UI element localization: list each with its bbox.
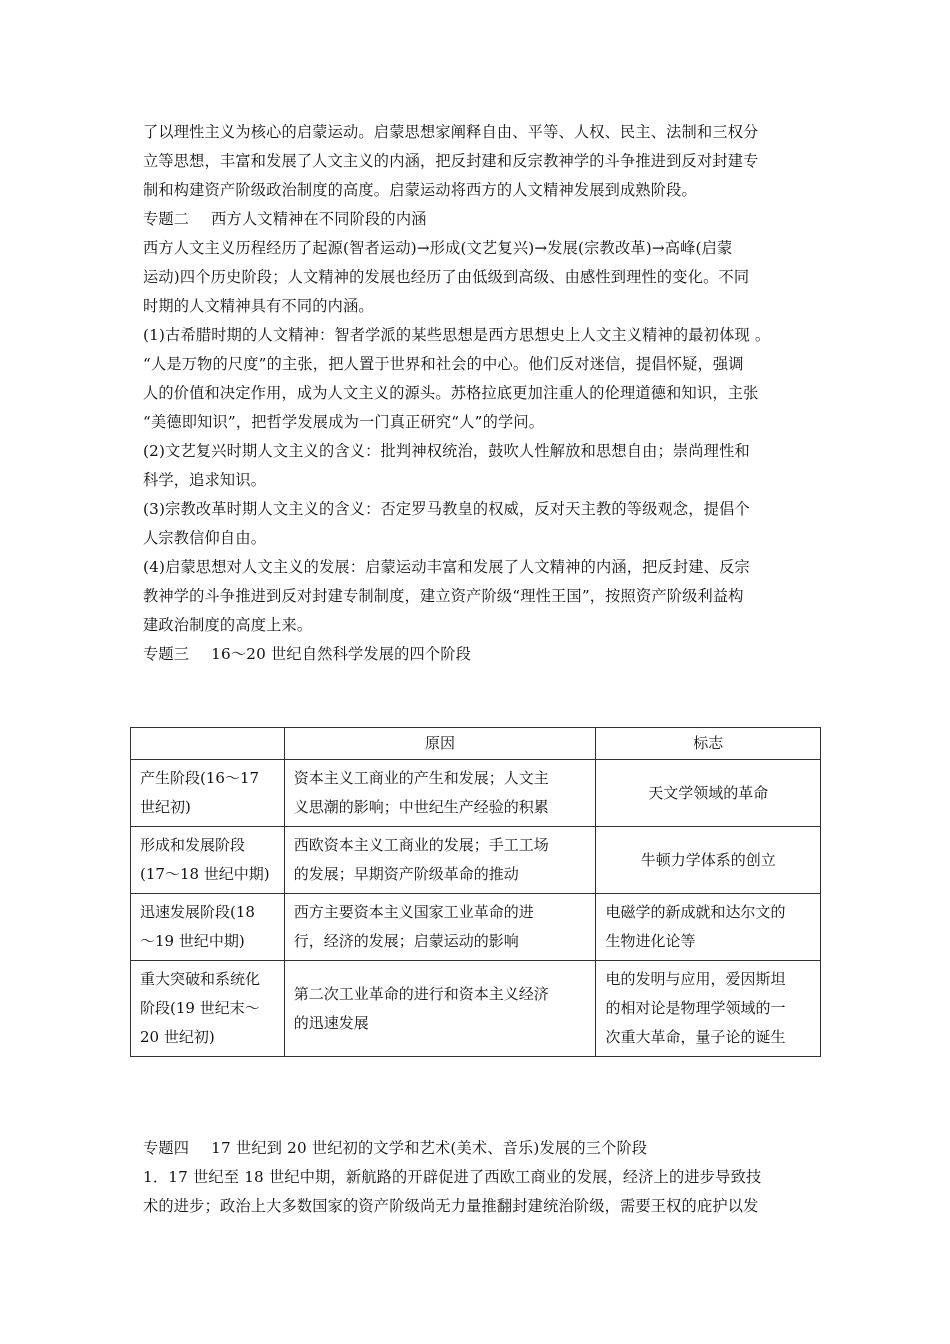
cell-line: 产生阶段(16～17 [140, 769, 260, 787]
table-header-cell: 标志 [596, 728, 821, 760]
cause-cell [284, 961, 596, 1057]
topic3-heading [143, 640, 823, 669]
table-header-row [131, 728, 821, 760]
cell-line: 第二次工业革命的进行和资本主义经济 [293, 984, 549, 1003]
table-row [131, 894, 821, 961]
paragraph-line: 建政治制度的高度上来。 [143, 616, 313, 634]
cell-line: 西欧资本主义工商业的发展；手工工场 [293, 836, 549, 854]
topic3-title: 16～20 世纪自然科学发展的四个阶段 [211, 645, 472, 663]
table-row [131, 827, 821, 894]
cell-line: 的发展；早期资产阶级革命的推动 [293, 865, 519, 883]
table-row [131, 760, 821, 827]
stage-cell [131, 760, 285, 827]
topic3-number: 专题三 [143, 645, 190, 663]
paragraph-line: (2)文艺复兴时期人文主义的含义：批判神权统治，鼓吹人性解放和思想自由；崇尚理性和 [143, 442, 750, 460]
cell-line: 的迅速发展 [293, 1013, 369, 1032]
paragraph-line: 制和构建资产阶级政治制度的高度。启蒙运动将西方的人文精神发展到成熟阶段。 [143, 181, 697, 199]
cell-line: 牛顿力学体系的创立 [640, 850, 776, 869]
stage-cell [131, 827, 285, 894]
stage-cell [131, 961, 285, 1057]
cell-line: 义思潮的影响；中世纪生产经验的积累 [293, 798, 549, 816]
topic2-number: 专题二 [143, 210, 190, 228]
paragraph-line: 时期的人文精神具有不同的内涵。 [143, 297, 374, 315]
paragraph-line: (1)古希腊时期的人文精神：智者学派的某些思想是西方思想史上人文主义精神的最初体现 。 [143, 326, 771, 344]
topic4-heading [143, 1134, 823, 1163]
mark-cell [596, 827, 821, 894]
table-header-cell: 原因 [284, 728, 596, 760]
cell-line: 资本主义工商业的产生和发展；人文主 [293, 769, 549, 787]
cell-line: 世纪初) [140, 798, 191, 816]
science-stages-table [130, 727, 821, 1057]
cell-line: 重大突破和系统化 [140, 970, 261, 988]
cell-line: 的相对论是物理学领域的一 [605, 999, 786, 1017]
paragraph-line: “人是万物的尺度”的主张，把人置于世界和社会的中心。他们反对迷信，提倡怀疑，强调 [143, 355, 744, 373]
topic4-title: 17 世纪到 20 世纪初的文学和艺术(美术、音乐)发展的三个阶段 [211, 1139, 648, 1157]
topic2-title: 西方人文精神在不同阶段的内涵 [211, 210, 427, 228]
cell-line: 形成和发展阶段 [140, 836, 246, 854]
paragraph-line: 人的价值和决定作用，成为人文主义的源头。苏格拉底更加注重人的伦理道德和知识，主张 [143, 384, 759, 402]
paragraph-line: “美德即知识”，把哲学发展成为一门真正研究“人”的学问。 [143, 413, 545, 431]
table-row [131, 961, 821, 1057]
paragraph-line: 了以理性主义为核心的启蒙运动。启蒙思想家阐释自由、平等、人权、民主、法制和三权分 [143, 123, 759, 141]
topic2-heading [143, 205, 823, 234]
paragraph-line: 西方人文主义历程经历了起源(智者运动)→形成(文艺复兴)→发展(宗教改革)→高峰(启蒙 [143, 239, 733, 257]
cell-line: 生物进化论等 [605, 932, 696, 950]
mark-cell [596, 894, 821, 961]
document-body [143, 118, 823, 669]
paragraph-line: 运动)四个历史阶段；人文精神的发展也经历了由低级到高级、由感性到理性的变化。不同 [143, 268, 750, 286]
table-header-cell [131, 728, 285, 760]
cell-line: 阶段(19 世纪末～ [140, 999, 260, 1017]
mark-cell [596, 760, 821, 827]
cell-line: 行，经济的发展；启蒙运动的影响 [293, 932, 519, 950]
paragraph-line: (3)宗教改革时期人文主义的含义：否定罗马教皇的权威，反对天主教的等级观念，提倡个 [143, 500, 750, 518]
cell-line: ～19 世纪中期) [140, 932, 245, 950]
cell-line: 天文学领域的革命 [648, 783, 769, 802]
paragraph-line: 1．17 世纪至 18 世纪中期，新航路的开辟促进了西欧工商业的发展，经济上的进步导致技 [143, 1168, 762, 1186]
topic4-section [143, 1134, 823, 1221]
mark-cell [596, 961, 821, 1057]
cause-cell [284, 827, 596, 894]
paragraph-line: 人宗教信仰自由。 [143, 529, 267, 547]
cause-cell [284, 760, 596, 827]
cell-line: 迅速发展阶段(18 [140, 903, 255, 921]
stage-cell [131, 894, 285, 961]
paragraph-line: 教神学的斗争推进到反对封建专制制度，建立资产阶级“理性王国”，按照资产阶级利益构 [143, 587, 744, 605]
cell-line: (17～18 世纪中期) [140, 865, 270, 883]
cell-line: 20 世纪初) [140, 1028, 215, 1046]
topic4-number: 专题四 [143, 1139, 190, 1157]
paragraph-line: 立等思想，丰富和发展了人文主义的内涵，把反封建和反宗教神学的斗争推进到反对封建专 [143, 152, 759, 170]
cell-line: 电磁学的新成就和达尔文的 [605, 903, 786, 921]
cause-cell [284, 894, 596, 961]
paragraph-line: 科学，追求知识。 [143, 471, 267, 489]
paragraph-line: 术的进步；政治上大多数国家的资产阶级尚无力量推翻封建统治阶级，需要王权的庇护以发 [143, 1197, 759, 1215]
cell-line: 电的发明与应用，爱因斯坦 [605, 970, 786, 988]
cell-line: 次重大革命，量子论的诞生 [605, 1028, 786, 1046]
paragraph-line: (4)启蒙思想对人文主义的发展：启蒙运动丰富和发展了人文精神的内涵，把反封建、反宗 [143, 558, 750, 576]
cell-line: 西方主要资本主义国家工业革命的进 [293, 903, 534, 921]
